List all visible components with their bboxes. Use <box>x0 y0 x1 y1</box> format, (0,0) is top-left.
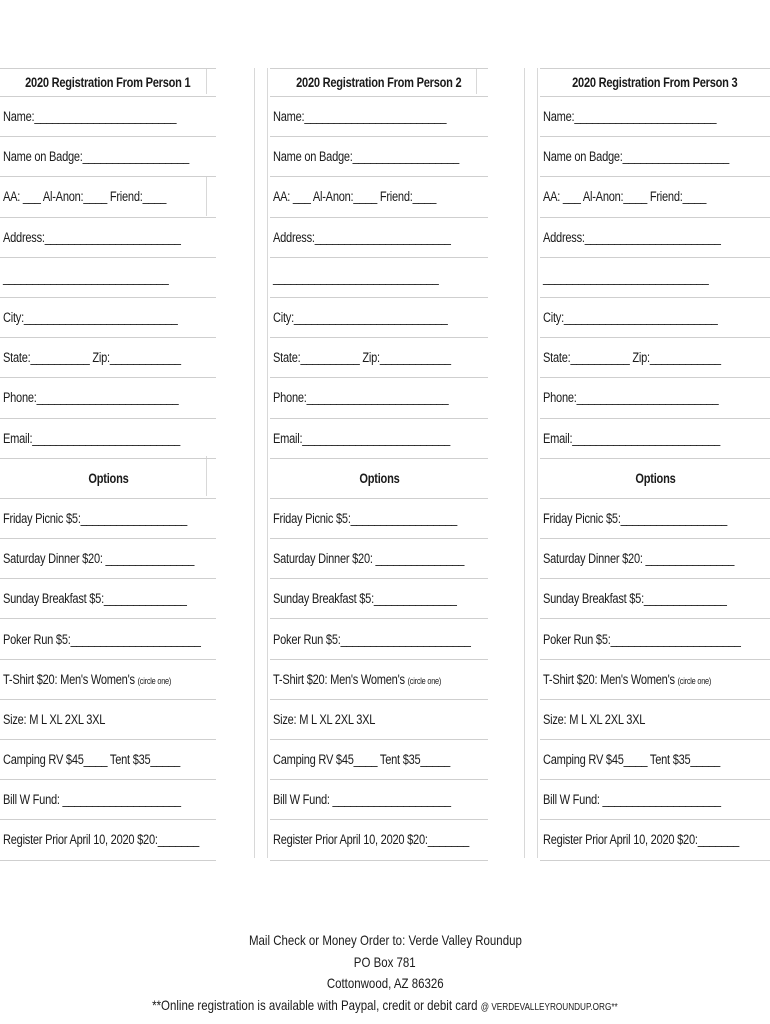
bill-w-fund-field[interactable]: Bill W Fund: ____________________ <box>540 780 770 820</box>
state-zip-field[interactable]: State:__________ Zip:____________ <box>540 338 770 378</box>
sunday-breakfast-field[interactable]: Sunday Breakfast $5:______________ <box>270 579 488 619</box>
registration-column-person-1 <box>0 68 216 861</box>
address-line-2-field[interactable]: ____________________________ <box>540 258 770 298</box>
state-zip-field[interactable]: State:__________ Zip:____________ <box>270 338 488 378</box>
registration-column-person-2 <box>270 68 488 861</box>
state-zip-field[interactable]: State:__________ Zip:____________ <box>0 338 216 378</box>
membership-field[interactable]: AA: ___ Al-Anon:____ Friend:____ <box>270 177 488 217</box>
online-registration-note: **Online registration is available with Paypal, credit or debit card @ VERDEVALLEYROUNDUP.ORG** <box>152 996 618 1013</box>
tshirt-field[interactable]: T-Shirt $20: Men's Women's (circle one) <box>540 660 770 700</box>
name-field[interactable]: Name:________________________ <box>0 97 216 137</box>
poker-run-field[interactable]: Poker Run $5:______________________ <box>270 619 488 659</box>
poker-run-field[interactable]: Poker Run $5:______________________ <box>540 619 770 659</box>
column-header: 2020 Registration From Person 1 <box>0 69 216 97</box>
badge-name-field[interactable]: Name on Badge:__________________ <box>540 137 770 177</box>
early-registration-field[interactable]: Register Prior April 10, 2020 $20:_______ <box>0 820 216 860</box>
address-line-2-field[interactable]: ____________________________ <box>270 258 488 298</box>
camping-field[interactable]: Camping RV $45____ Tent $35_____ <box>270 740 488 780</box>
registration-column-person-3 <box>540 68 770 861</box>
website-link[interactable]: @ VERDEVALLEYROUNDUP.ORG** <box>480 1001 618 1013</box>
friday-picnic-field[interactable]: Friday Picnic $5:__________________ <box>540 499 770 539</box>
name-field[interactable]: Name:________________________ <box>270 97 488 137</box>
size-field[interactable]: Size: M L XL 2XL 3XL <box>540 700 770 740</box>
address-line-2-field[interactable]: ____________________________ <box>0 258 216 298</box>
city-field[interactable]: City:__________________________ <box>270 298 488 338</box>
column-header: 2020 Registration From Person 2 <box>270 69 488 97</box>
address-field[interactable]: Address:_______________________ <box>540 218 770 258</box>
tshirt-field[interactable]: T-Shirt $20: Men's Women's (circle one) <box>270 660 488 700</box>
membership-field[interactable]: AA: ___ Al-Anon:____ Friend:____ <box>540 177 770 217</box>
tshirt-field[interactable]: T-Shirt $20: Men's Women's (circle one) <box>0 660 216 700</box>
saturday-dinner-field[interactable]: Saturday Dinner $20: _______________ <box>540 539 770 579</box>
bill-w-fund-field[interactable]: Bill W Fund: ____________________ <box>270 780 488 820</box>
friday-picnic-field[interactable]: Friday Picnic $5:__________________ <box>270 499 488 539</box>
po-box-line: PO Box 781 <box>354 953 416 970</box>
mailing-instructions <box>0 930 770 1018</box>
badge-name-field[interactable]: Name on Badge:__________________ <box>270 137 488 177</box>
city-field[interactable]: City:__________________________ <box>0 298 216 338</box>
column-gutter <box>524 68 538 858</box>
email-field[interactable]: Email:_________________________ <box>270 419 488 459</box>
phone-field[interactable]: Phone:________________________ <box>540 378 770 418</box>
address-field[interactable]: Address:_______________________ <box>270 218 488 258</box>
column-header: 2020 Registration From Person 3 <box>540 69 770 97</box>
name-field[interactable]: Name:________________________ <box>540 97 770 137</box>
poker-run-field[interactable]: Poker Run $5:______________________ <box>0 619 216 659</box>
phone-field[interactable]: Phone:________________________ <box>0 378 216 418</box>
column-gutter <box>254 68 268 858</box>
saturday-dinner-field[interactable]: Saturday Dinner $20: _______________ <box>0 539 216 579</box>
city-field[interactable]: City:__________________________ <box>540 298 770 338</box>
email-field[interactable]: Email:_________________________ <box>0 419 216 459</box>
camping-field[interactable]: Camping RV $45____ Tent $35_____ <box>540 740 770 780</box>
size-field[interactable]: Size: M L XL 2XL 3XL <box>0 700 216 740</box>
options-heading: Options <box>270 459 488 499</box>
membership-field[interactable]: AA: ___ Al-Anon:____ Friend:____ <box>0 177 216 217</box>
early-registration-field[interactable]: Register Prior April 10, 2020 $20:_______ <box>270 820 488 860</box>
size-field[interactable]: Size: M L XL 2XL 3XL <box>270 700 488 740</box>
sunday-breakfast-field[interactable]: Sunday Breakfast $5:______________ <box>540 579 770 619</box>
city-state-line: Cottonwood, AZ 86326 <box>326 975 444 991</box>
camping-field[interactable]: Camping RV $45____ Tent $35_____ <box>0 740 216 780</box>
friday-picnic-field[interactable]: Friday Picnic $5:__________________ <box>0 499 216 539</box>
options-heading: Options <box>540 459 770 499</box>
options-heading: Options <box>0 459 216 499</box>
saturday-dinner-field[interactable]: Saturday Dinner $20: _______________ <box>270 539 488 579</box>
sunday-breakfast-field[interactable]: Sunday Breakfast $5:______________ <box>0 579 216 619</box>
mail-to-line: Mail Check or Money Order to: Verde Valley Roundup <box>248 932 522 948</box>
email-field[interactable]: Email:_________________________ <box>540 419 770 459</box>
badge-name-field[interactable]: Name on Badge:__________________ <box>0 137 216 177</box>
phone-field[interactable]: Phone:________________________ <box>270 378 488 418</box>
address-field[interactable]: Address:_______________________ <box>0 218 216 258</box>
early-registration-field[interactable]: Register Prior April 10, 2020 $20:_______ <box>540 820 770 860</box>
bill-w-fund-field[interactable]: Bill W Fund: ____________________ <box>0 780 216 820</box>
